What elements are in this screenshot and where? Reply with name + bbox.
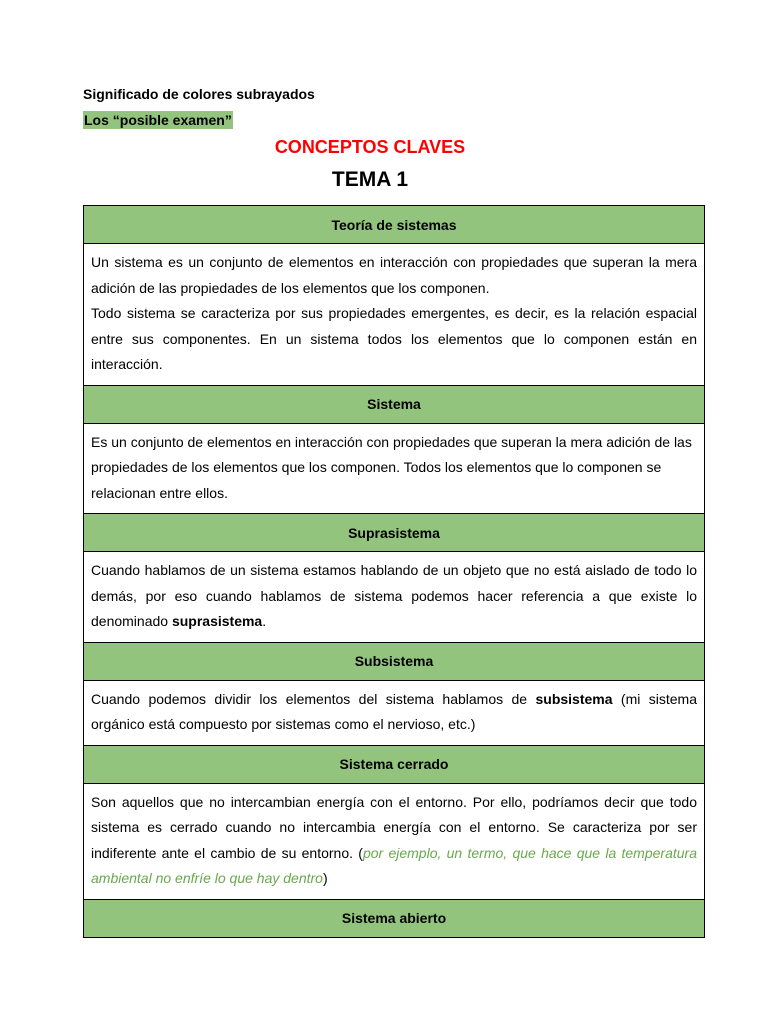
concept-paragraph <box>91 687 697 738</box>
concept-body-teoria-de-sistemas <box>84 244 705 386</box>
concept-header-sistema: Sistema <box>84 385 705 423</box>
table-row <box>84 552 705 643</box>
concepts-table <box>83 205 705 938</box>
table-row <box>84 642 705 680</box>
concept-paragraph <box>91 558 697 635</box>
concept-header-subsistema: Subsistema <box>84 642 705 680</box>
concept-example-note: por ejemplo, un termo, que hace que la temperatura ambiental no enfríe lo que hay dentro <box>91 844 697 886</box>
legend-title: Significado de colores subrayados <box>83 86 315 102</box>
concept-paragraph: Un sistema es un conjunto de elementos en interacción con propiedades que superan la mera adición de las propiedades de los elementos que los componen. <box>91 254 697 296</box>
table-row <box>84 423 705 514</box>
concept-header-sistema-cerrado: Sistema cerrado <box>84 745 705 783</box>
concept-body-sistema-cerrado <box>84 783 705 899</box>
concept-paragraph: Es un conjunto de elementos en interacción con propiedades que superan la mera adición de las propiedades de los elementos que los componen. Todos los elementos que lo componen se relacionan entre ellos. <box>91 433 692 501</box>
concept-text: Cuando hablamos de un sistema estamos hablando de un objeto que no está aislado de todo lo demás, por eso cuando hablamos de sistema podemos hacer referencia a que existe lo denominado <box>91 562 697 629</box>
concept-text: . <box>262 613 267 629</box>
table-row <box>84 385 705 423</box>
table-row <box>84 244 705 386</box>
table-row <box>84 745 705 783</box>
document-heading: CONCEPTOS CLAVES <box>274 137 466 157</box>
table-row <box>84 514 705 552</box>
concept-body-sistema <box>84 423 705 514</box>
concept-paragraph <box>91 790 697 892</box>
concept-paragraph: Todo sistema se caracteriza por sus propiedades emergentes, es decir, es la relación espacial entre sus componentes. En un sistema todos los elementos que lo componen están en interacción. <box>91 305 697 372</box>
concept-header-suprasistema: Suprasistema <box>84 514 705 552</box>
concept-text: (mi sistema orgánico está compuesto por sistemas como el nervioso, etc.) <box>91 690 697 732</box>
legend-highlight-posible-examen: Los “posible examen” <box>84 112 232 128</box>
table-row <box>84 899 705 937</box>
concept-text: Son aquellos que no intercambian energía con el entorno. Por ello, podríamos decir que todo sistema es cerrado cuando no intercambia energía con el entorno. Se caracteriza por ser indiferente ante el cambio de su entorno. ( <box>91 793 697 861</box>
concept-text: Cuando podemos dividir los elementos del sistema hablamos de <box>91 690 536 707</box>
concept-header-sistema-abierto: Sistema abierto <box>84 899 705 937</box>
concept-header-teoria-de-sistemas: Teoría de sistemas <box>84 206 705 244</box>
concept-text: ) <box>322 870 328 886</box>
concept-term-bold: suprasistema <box>171 613 263 629</box>
concept-body-subsistema <box>84 680 705 745</box>
concept-body-suprasistema <box>84 552 705 643</box>
concept-term-bold: subsistema <box>535 690 613 707</box>
table-row <box>84 206 705 244</box>
table-row <box>84 680 705 745</box>
table-row <box>84 783 705 899</box>
document-subheading: TEMA 1 <box>331 168 409 191</box>
